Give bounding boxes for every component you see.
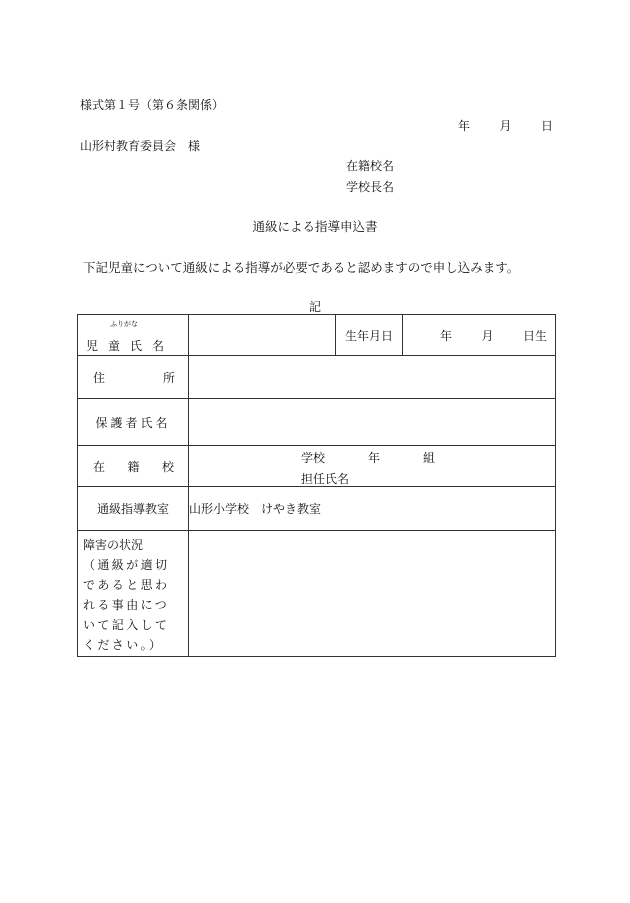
body-text: 下記児童について通級による指導が必要であると認めますので申し込みます。: [83, 260, 520, 275]
address-char: 住: [93, 370, 106, 385]
child-name-char: 氏: [129, 339, 142, 353]
application-form-table: [77, 314, 556, 657]
date-year: 年: [458, 119, 471, 133]
disability-label-cell: [78, 531, 189, 657]
teacher-label: 担任氏名: [301, 472, 350, 486]
school-label: 学校: [301, 451, 326, 465]
dob-field[interactable]: [403, 315, 556, 356]
guardian-field[interactable]: [189, 399, 556, 446]
child-name-field[interactable]: [189, 315, 336, 356]
principal-label: 学校長名: [346, 180, 395, 194]
row-disability: [78, 531, 556, 657]
child-name-label-cell: [78, 315, 189, 356]
address-label: [78, 356, 189, 399]
dob-day: 日生: [522, 328, 547, 343]
address-field[interactable]: [189, 356, 556, 399]
child-name-char: 名: [151, 339, 164, 353]
date-month: 月: [499, 119, 512, 133]
enrollment-field[interactable]: [189, 446, 556, 487]
child-name-char: 童: [107, 339, 120, 353]
furigana-label: ふりがな: [110, 320, 138, 328]
child-name-label: [86, 337, 164, 354]
row-child-name: [78, 315, 556, 356]
dob-year: 年: [440, 328, 453, 343]
row-enrollment: [78, 446, 556, 487]
row-guardian: [78, 399, 556, 446]
date-day: 日: [540, 119, 553, 133]
disability-field[interactable]: [189, 531, 556, 657]
classroom-value: 山形小学校 けやき教室: [189, 487, 556, 531]
ki-marker: 記: [308, 300, 321, 314]
address-char: 所: [162, 370, 175, 385]
dob-month: 月: [481, 328, 494, 343]
guardian-label: 保護者氏名: [78, 399, 189, 446]
form-number: 様式第１号（第６条関係）: [80, 98, 225, 112]
grade-label: 年: [367, 451, 380, 465]
enrollment-char: 校: [161, 459, 174, 474]
enrollment-label: [78, 446, 189, 487]
enrollment-char: 籍: [127, 459, 140, 474]
enrollment-char: 在: [93, 459, 106, 474]
addressee: 山形村教育委員会 様: [80, 139, 201, 153]
disability-note: （通級が適切であると思われる事由について記入してください。）: [83, 558, 170, 652]
date-line: [458, 117, 553, 134]
disability-title: 障害の状況: [83, 538, 144, 552]
row-address: [78, 356, 556, 399]
enrolled-school-label: 在籍校名: [346, 159, 395, 173]
child-name-char: 児: [86, 339, 99, 353]
row-classroom: [78, 487, 556, 531]
classroom-label: 通級指導教室: [78, 487, 189, 531]
class-label: 組: [422, 451, 435, 465]
dob-label: 生年月日: [336, 315, 403, 356]
document-title: 通級による指導申込書: [252, 219, 378, 234]
